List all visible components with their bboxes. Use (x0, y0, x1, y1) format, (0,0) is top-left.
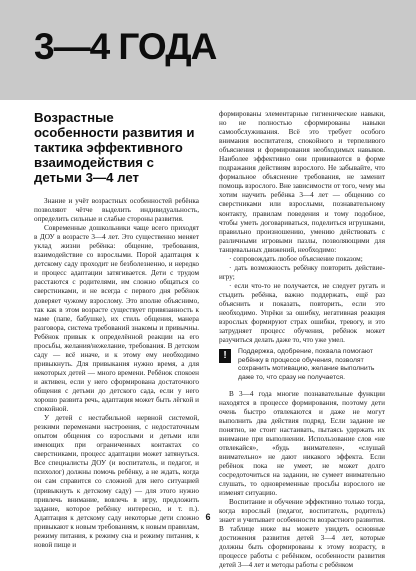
list-item: · сопровождать любое объяснение показом; (229, 254, 363, 263)
list-item: · если что-то не получается, не следует ругать и стыдить ребёнка, важно поддержать, ещё раз объяснить и показать, повторить, если это необходимо. Упрёки за ошибку, негативная реакция взрослых формируют страх ошибки, тревогу, и это затрудняет процесс обучения, ребёнок может разучиться делать даже то, что уже умел. (219, 281, 385, 345)
paragraph: Воспитание и обучение эффективно только тогда, когда взрослый (педагог, воспитатель, родитель) знает и учитывает особенности возрастного развития. В таблице ниже вы можете увидеть основные достижения развития детей 3—4 лет, которые должны быть сформированы к этому возрасту, в процессе работы с ребёнком, особенности развития детей 3—4 лет и методы работы с ребёнком (219, 498, 385, 570)
paragraph: В 3—4 года многие познавательные функции находятся в процессе формирования, поэтому дети очень быстро отвлекаются и даже не могут выполнить два действия подряд. Если задание не понятно, не стоит настаивать, пытаясь удержать их внимание при выполнении. Использование слов «не отвлекайся», «будь внимателен», «слушай внимательно» не дают никакого эффекта. Если ребёнок пока не умеет, не может долго сосредоточиться на задании, не сумеет внимательно слушать, то одновременные просьбы взрослого не изменят ситуацию. (219, 389, 385, 498)
exclamation-icon: ! (219, 349, 231, 363)
list-item: · дать возможность ребёнку повторить действие-игру; (219, 263, 385, 281)
chapter-header (0, 0, 416, 100)
paragraph: Современные дошкольники чаще всего приходят в ДОУ в возрасте 3—4 лет. Это существенно меняет уклад жизни ребёнка: общение, требования, взаимодействие со взрослыми. Порой адаптация к детскому саду проходит не безболезненно, и нередко и процесс адаптации затягивается. Дети с трудом расстаются с родителями, им сложно общаться со сверстниками, и не всегда с первого дня ребёнок доверяет чужому взрослому. Это вполне объяснимо, так как в этом возрасте существует привязанность к маме (папе, бабушке), их стиль общения, манера разговора, система требований знакомы и привычны. Ребёнок привык к определённой реакции на его просьбы, желания/нежелание, требования. В детском саду — всё иначе, и к этому ему необходимо привыкнуть. Для привыкания нужно время, а для некоторых детей — много времени. Ребёнок спокоен и активен, если у него сформирована достаточного общения с детьми до детского сада, если у него хорошо развита речь, адаптация может быть лёгкой и спокойной. (34, 224, 199, 414)
paragraph: Знание и учёт возрастных особенностей ребёнка позволяют чётче выделить индивидуальность, определить сильные и слабые стороны развития. (34, 197, 199, 224)
right-column (219, 110, 385, 571)
paragraph: формированы элементарные гигиенические навыки, но не полностью сформированы навыки самообслуживания. Всё это требует особого внимания воспитателя, спокойного и терпеливого объяснения и формирования необходимых навыков. Наиболее эффективно они прививаются в форме подражания действиям взрослого. Не забывайте, что формальное объяснение требования, не заменит помощь взрослого. Вне зависимости от того, чему мы хотим научить ребёнка 3—4 лет — общению со сверстниками или взрослыми, познавательному контакту, правилам поведения и тому подобное, чтобы уметь договариваться, поделиться игрушками, правильно произношению, умению действовать с различными игровыми пазлы, позволяющими для танцевальных движений, необходимо: (219, 110, 385, 254)
paragraph: У детей с нестабильной нервной системой, резкими переменами настроения, с недостаточным опытом общения со взрослыми и детьми или имеющих при ограниченных контактах со сверстниками, процесс адаптации может затянуться. Все специалисты ДОУ (и воспитатель, и педагог, и психолог) должны помочь ребёнку, а не ждать, когда он сам справится со сложной для него ситуацией (привыкнуть к детскому саду) — для этого нужно привлечь внимание, вовлечь в игру, предложить задание, которое ребёнку интересно, и т. п.). Адаптация к детскому саду некоторые дети сложно привыкают к новым требованиям, к новым правилам, режиму питания, к режиму сна и режиму питания, к новой пище и (34, 414, 199, 549)
chapter-title: 3—4 ГОДА (34, 26, 217, 67)
section-title: Возрастные особенности развития и тактика эффективного взаимодействия с детьми 3—4 лет (34, 110, 195, 185)
page-number: 6 (205, 512, 211, 522)
callout-text: Поддержка, одобрение, похвала помогают ребёнку в процессе обучения, позволят сохранить мотивацию, желание выполнить даже то, что сразу не получается. (238, 348, 375, 381)
left-column (34, 110, 199, 550)
tip-callout (219, 348, 385, 382)
